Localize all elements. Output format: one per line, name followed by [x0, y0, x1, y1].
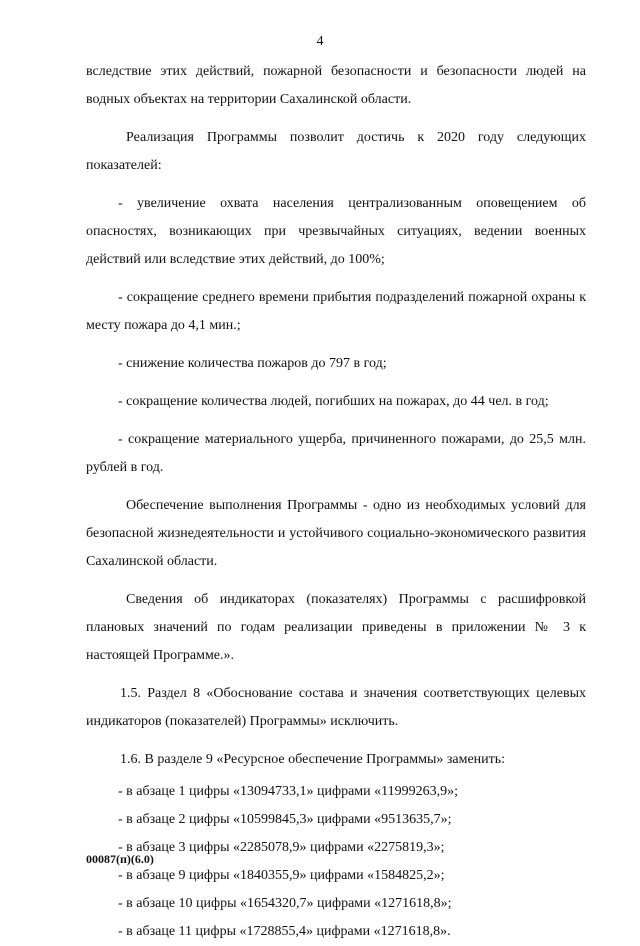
document-body [86, 58, 586, 946]
paragraph: Сведения об индикаторах (показателях) Программы с расшифровкой плановых значений по годам реализации приведены в приложении № 3 к настоящей Программе.». [86, 592, 586, 663]
paragraph: вследствие этих действий, пожарной безопасности и безопасности людей на водных объектах на территории Сахалинской области. [86, 64, 586, 107]
paragraph: - сокращение количества людей, погибших на пожарах, до 44 чел. в год; [118, 394, 549, 409]
list-item: - в абзаце 10 цифры «1654320,7» цифрами «1271618,8»; [118, 896, 452, 911]
paragraph: 1.5. Раздел 8 «Обоснование состава и значения соответствующих целевых индикаторов (показателей) Программы» исключить. [86, 686, 586, 729]
document-code: 00087(п)(6.0) [86, 852, 154, 866]
list-item: - в абзаце 1 цифры «13094733,1» цифрами «11999263,9»; [118, 784, 459, 799]
paragraph: - сокращение материального ущерба, причиненного пожарами, до 25,5 млн. рублей в год. [86, 432, 586, 475]
paragraph: - сокращение среднего времени прибытия подразделений пожарной охраны к месту пожара до 4,1 мин.; [86, 290, 586, 333]
list-item: - в абзаце 3 цифры «2285078,9» цифрами «2275819,3»; [118, 840, 445, 855]
replacement-list [86, 778, 586, 946]
list-item: - в абзаце 11 цифры «1728855,4» цифрами «1271618,8». [118, 924, 451, 939]
paragraph: Реализация Программы позволит достичь к 2020 году следующих показателей: [86, 130, 586, 173]
list-item: - в абзаце 9 цифры «1840355,9» цифрами «1584825,2»; [118, 868, 445, 883]
page-number: 4 [316, 34, 324, 49]
paragraph: - снижение количества пожаров до 797 в год; [118, 356, 387, 371]
paragraph: 1.6. В разделе 9 «Ресурсное обеспечение Программы» заменить: [120, 752, 506, 767]
paragraph: - увеличение охвата населения централизованным оповещением об опасностях, возникающих при чрезвычайных ситуациях, ведении военных действий или вследствие этих действий, до 100%; [86, 196, 586, 267]
list-item: - в абзаце 2 цифры «10599845,3» цифрами «9513635,7»; [118, 812, 452, 827]
paragraph: Обеспечение выполнения Программы - одно из необходимых условий для безопасной жизнедеятельности и устойчивого социально-экономического развития Сахалинской области. [86, 498, 586, 569]
